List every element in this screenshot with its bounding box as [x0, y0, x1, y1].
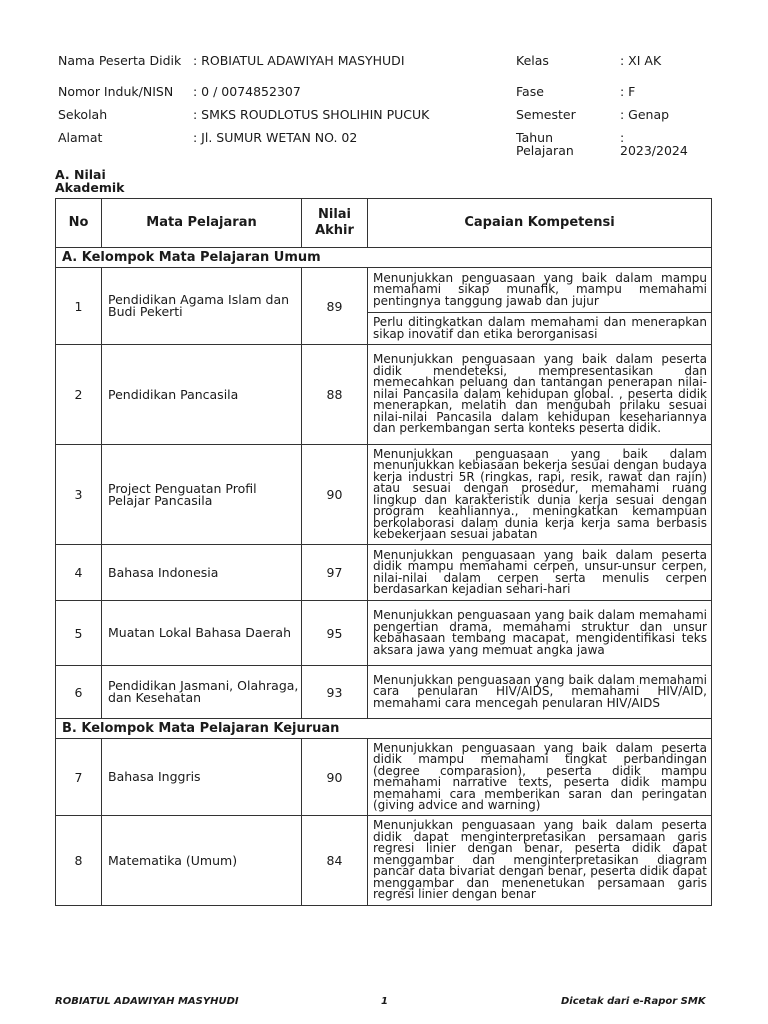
table-row: [56, 445, 712, 545]
alamat-value: : Jl. SUMUR WETAN NO. 02: [193, 130, 358, 145]
table-row: [56, 345, 712, 445]
row-capaian: Menunjukkan penguasaan yang baik dalam peserta didik mampu memahami cerpen, unsur-unsur cerpen, nilai-nilai dalam cerpen serta menulis cerpen berdasarkan kejadian sehari-hari: [368, 545, 712, 601]
row-mapel: Pendidikan Jasmani, Olahraga, dan Kesehatan: [102, 666, 302, 719]
tahun-label: Tahun Pelajaran: [516, 130, 574, 158]
row-nilai: 90: [302, 739, 368, 816]
table-row: [56, 268, 712, 313]
semester-label: Semester: [516, 107, 576, 122]
fase-value: : F: [620, 84, 636, 99]
row-mapel: Muatan Lokal Bahasa Daerah: [102, 601, 302, 666]
row-mapel: Pendidikan Pancasila: [102, 345, 302, 445]
row-mapel: Bahasa Indonesia: [102, 545, 302, 601]
row-mapel: Project Penguatan Profil Pelajar Pancasila: [102, 445, 302, 545]
table-row: [56, 545, 712, 601]
row-capaian: Menunjukkan penguasaan yang baik dalam peserta didik mampu memahami tingkat perbandingan (degree comparasion), peserta didik mampu memahami narrative texts, peserta didik mampu memahami cara memberikan saran dan peringatan (giving advice and warning): [368, 739, 712, 816]
row-mapel: Pendidikan Agama Islam dan Budi Pekerti: [102, 268, 302, 345]
group-a-label: A. Kelompok Mata Pelajaran Umum: [56, 248, 712, 268]
semester-value: : Genap: [620, 107, 670, 122]
nisn-value: : 0 / 0074852307: [193, 84, 301, 99]
table-row: [56, 739, 712, 816]
row-capaian: Menunjukkan penguasaan yang baik dalam memahami pengertian drama, memahami struktur dan unsur kebahasaan tembang macapat, mengidentifikasi teks aksara jawa yang memuat angka jawa: [368, 601, 712, 666]
table-header: [56, 199, 712, 248]
row-nilai: 89: [302, 268, 368, 345]
table-row: [56, 816, 712, 906]
sekolah-value: : SMKS ROUDLOTUS SHOLIHIN PUCUK: [193, 107, 430, 122]
row-no: 4: [56, 545, 102, 601]
kelas-label: Kelas: [516, 53, 549, 68]
header-nilai: Nilai Akhir: [302, 199, 368, 248]
row-no: 8: [56, 816, 102, 906]
row-capaian: Menunjukkan penguasaan yang baik dalam peserta didik dapat menginterpretasikan persamaan garis regresi linier dengan benar, peserta didik dapat menggambar dan menginterpretasikan diagram pancar data bivariat dengan benar, peserta didik dapat menggambar dan menenetukan persamaan garis regresi linier dengan benar: [368, 816, 712, 906]
row-mapel: Bahasa Inggris: [102, 739, 302, 816]
row-no: 2: [56, 345, 102, 445]
tahun-value: : 2023/2024: [620, 130, 688, 158]
row-nilai: 97: [302, 545, 368, 601]
grades-table: [55, 198, 712, 906]
row-nilai: 95: [302, 601, 368, 666]
row-capaian-2: Perlu ditingkatkan dalam memahami dan menerapkan sikap inovatif dan etika berorganisasi: [368, 313, 712, 345]
row-no: 6: [56, 666, 102, 719]
group-row: [56, 248, 712, 268]
nisn-label: Nomor Induk/NISN: [58, 84, 174, 99]
row-capaian: Menunjukkan penguasaan yang baik dalam peserta didik mendeteksi, mempresentasikan dan memecahkan peluang dan tantangan penerapan nilai-nilai Pancasila dalam kehidupan global. , peserta didik menerapkan, melatih dan mengubah prilaku sesuai nilai-nilai Pancasila dalam kehidupan kesehariannya dan perkembangan serta konteks peserta didik.: [368, 345, 712, 445]
row-nilai: 84: [302, 816, 368, 906]
footer-page-number: 1: [381, 996, 388, 1007]
row-no: 7: [56, 739, 102, 816]
row-no: 5: [56, 601, 102, 666]
row-capaian: Menunjukkan penguasaan yang baik dalam mampu memahami sikap munafik, mampu memahami pentingnya tanggung jawab dan jujur: [368, 268, 712, 313]
table-row: [56, 666, 712, 719]
row-capaian: Menunjukkan penguasaan yang baik dalam memahami cara penularan HIV/AIDS, memahami HIV/AID, memahami cara mencegah penularan HIV/AIDS: [368, 666, 712, 719]
kelas-value: : XI AK: [620, 53, 662, 68]
row-no: 1: [56, 268, 102, 345]
fase-label: Fase: [516, 84, 544, 99]
row-capaian: Menunjukkan penguasaan yang baik dalam menunjukkan kebiasaan bekerja sesuai dengan budaya kerja industri 5R (ringkas, rapi, resik, rawat dan rajin) atau sesuai dengan prosedur, memahami ruang lingkup dan karakteristik dunia kerja sesuai dengan program keahliannya., meningkatkan kemampuan berkolaborasi dalam dunia kerja kerja sama berbasis kebekerjaan sesuai jabatan: [368, 445, 712, 545]
row-mapel: Matematika (Umum): [102, 816, 302, 906]
nama-label: Nama Peserta Didik: [58, 53, 182, 68]
header-no: No: [56, 199, 102, 248]
section-title: A. Nilai Akademik: [55, 167, 125, 195]
row-no: 3: [56, 445, 102, 545]
nama-value: : ROBIATUL ADAWIYAH MASYHUDI: [193, 53, 405, 68]
table-row: [56, 601, 712, 666]
sekolah-label: Sekolah: [58, 107, 108, 122]
footer-student-name: ROBIATUL ADAWIYAH MASYHUDI: [55, 996, 239, 1007]
row-nilai: 88: [302, 345, 368, 445]
footer-printed-from: Dicetak dari e-Rapor SMK: [561, 996, 706, 1007]
alamat-label: Alamat: [58, 130, 103, 145]
row-nilai: 93: [302, 666, 368, 719]
header-capaian: Capaian Kompetensi: [368, 199, 712, 248]
group-b-label: B. Kelompok Mata Pelajaran Kejuruan: [56, 719, 712, 739]
header-mapel: Mata Pelajaran: [102, 199, 302, 248]
group-row: [56, 719, 712, 739]
row-nilai: 90: [302, 445, 368, 545]
